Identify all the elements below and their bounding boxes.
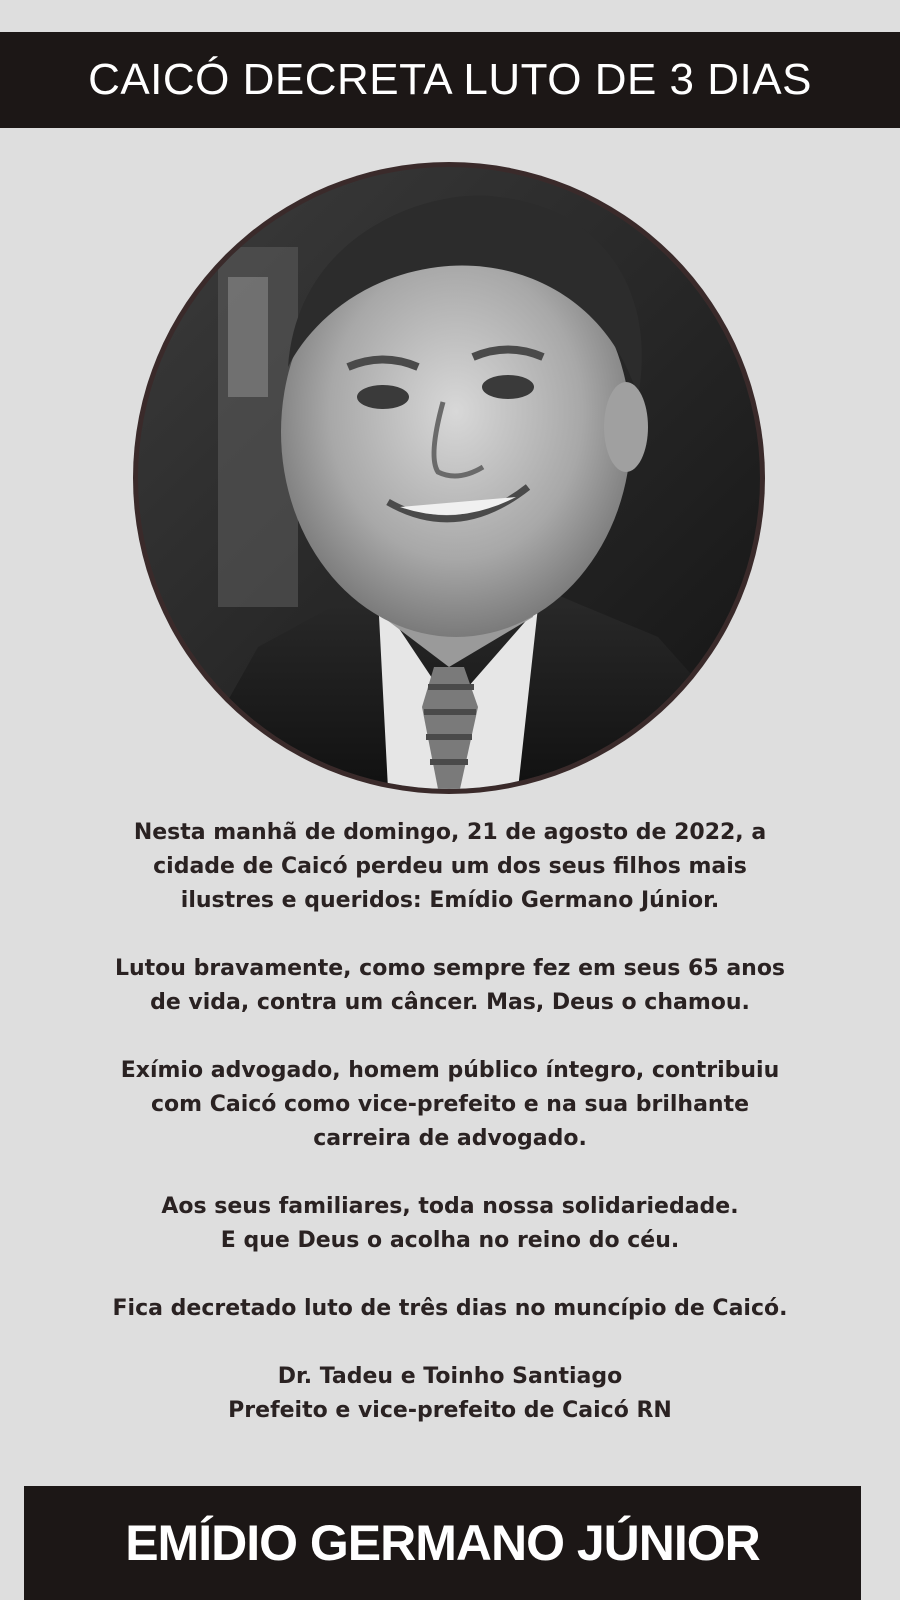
message-line: Fica decretado luto de três dias no muncípio de Caicó. [112, 1296, 788, 1321]
message-line: cidade de Caicó perdeu um dos seus filhos mais [153, 854, 747, 879]
message-paragraph [40, 1292, 860, 1326]
message-line: Exímio advogado, homem público íntegro, contribuiu [120, 1058, 780, 1083]
message-paragraph [40, 816, 860, 918]
portrait-photo [138, 167, 760, 789]
message-line: carreira de advogado. [313, 1126, 587, 1151]
message-line: Aos seus familiares, toda nossa solidariedade. [161, 1194, 739, 1219]
message-line: Nesta manhã de domingo, 21 de agosto de 2022, a [133, 820, 767, 845]
message-line: de vida, contra um câncer. Mas, Deus o chamou. [150, 990, 750, 1015]
signature-titles: Prefeito e vice-prefeito de Caicó RN [228, 1398, 672, 1423]
signature-names: Dr. Tadeu e Toinho Santiago [277, 1364, 623, 1389]
message-line: E que Deus o acolha no reino do céu. [220, 1228, 680, 1253]
message-paragraph [40, 952, 860, 1020]
message-paragraph [40, 1054, 860, 1156]
message-paragraph [40, 1190, 860, 1258]
message-line: Lutou bravamente, como sempre fez em seus 65 anos [114, 956, 786, 981]
footer-banner [24, 1486, 861, 1600]
tribute-message [40, 816, 860, 1428]
message-line: com Caicó como vice-prefeito e na sua brilhante [150, 1092, 750, 1117]
header-banner [0, 32, 900, 128]
deceased-name: EMÍDIO GERMANO JÚNIOR [125, 1515, 760, 1571]
signature [40, 1360, 860, 1428]
page-title: CAICÓ DECRETA LUTO DE 3 DIAS [88, 55, 812, 104]
portrait-frame [133, 162, 765, 794]
message-line: ilustres e queridos: Emídio Germano Júnior. [180, 888, 720, 913]
